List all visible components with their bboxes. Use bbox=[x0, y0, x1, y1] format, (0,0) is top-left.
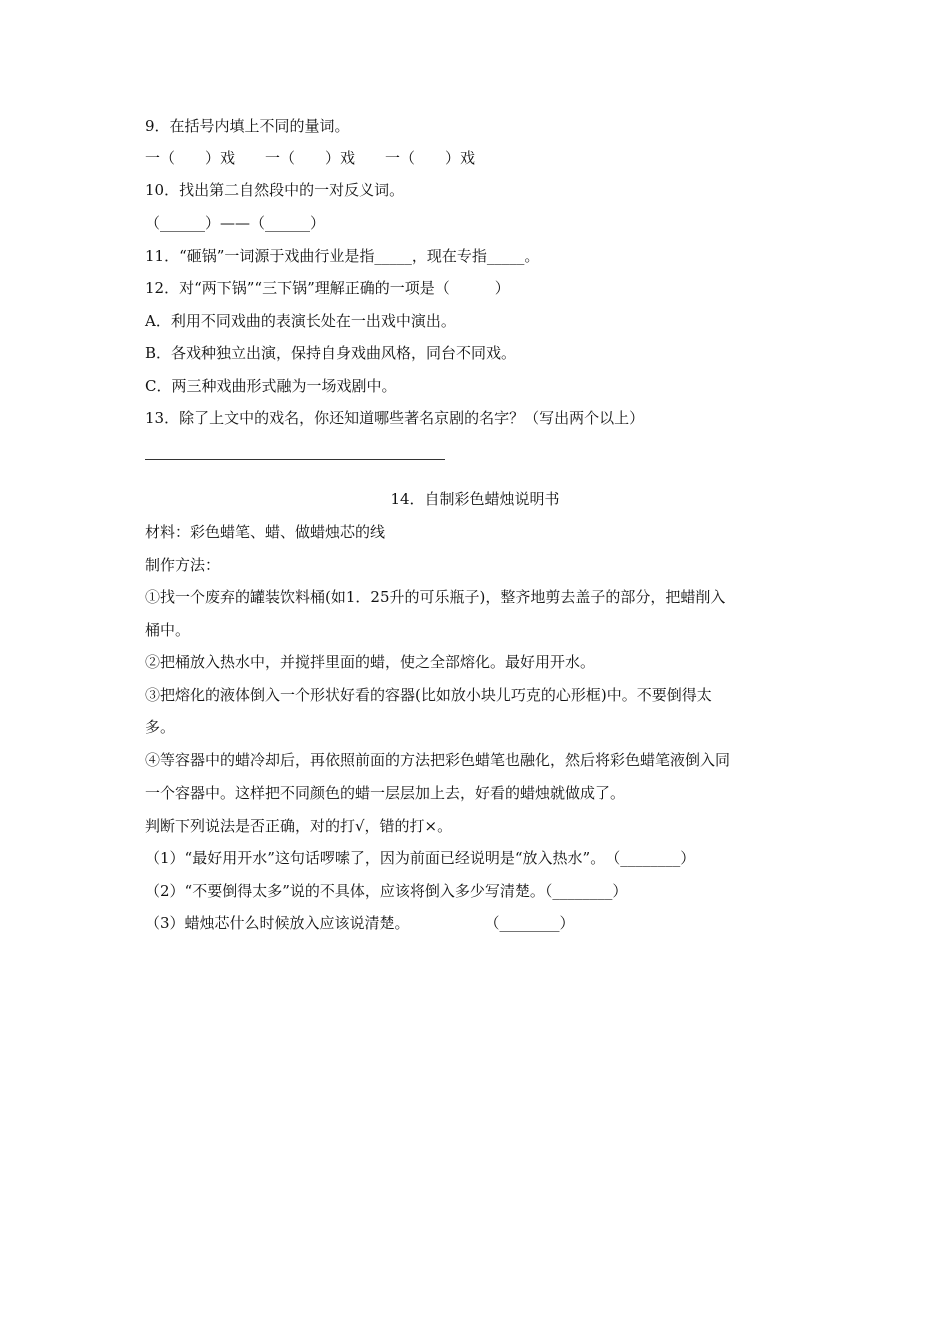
q14-title: 14．自制彩色蜡烛说明书 bbox=[390, 490, 560, 508]
q14-step-line: ①找一个废弃的罐装饮料桶(如1．25升的可乐瓶子)，整齐地剪去盖子的部分，把蜡削入 bbox=[145, 588, 726, 606]
q14-judge-prompt: 判断下列说法是否正确，对的打√，错的打×。 bbox=[145, 817, 453, 835]
q10-blanks: （______）——（______） bbox=[145, 214, 326, 232]
q13-answer-line bbox=[145, 459, 445, 460]
q12-prompt: 12．对“两下锅”“三下锅”理解正确的一项是（ ） bbox=[145, 279, 510, 297]
q12-option-b: B．各戏种独立出演，保持自身戏曲风格，同台不同戏。 bbox=[145, 344, 517, 362]
q14-method-heading: 制作方法： bbox=[145, 556, 221, 574]
q9-prompt: 9．在括号内填上不同的量词。 bbox=[145, 117, 350, 135]
q14-step-line: 一个容器中。这样把不同颜色的蜡一层层加上去，好看的蜡烛就做成了。 bbox=[145, 784, 626, 802]
q14-step-line: ③把熔化的液体倒入一个形状好看的容器(比如放小块儿巧克的心形框)中。不要倒得太 bbox=[145, 686, 712, 704]
q10-prompt: 10．找出第二自然段中的一对反义词。 bbox=[145, 181, 405, 199]
q14-judgement-3: （3）蜡烛芯什么时候放入应该说清楚。 （________） bbox=[145, 914, 575, 932]
q14-step-line: 桶中。 bbox=[145, 621, 191, 639]
q12-option-c: C．两三种戏曲形式融为一场戏剧中。 bbox=[145, 377, 397, 395]
q14-materials: 材料：彩色蜡笔、蜡、做蜡烛芯的线 bbox=[145, 523, 386, 541]
q14-step-line: ④等容器中的蜡冷却后，再依照前面的方法把彩色蜡笔也融化，然后将彩色蜡笔液倒入同 bbox=[145, 751, 731, 769]
q9-blanks: 一（ ）戏 一（ ）戏 一（ ）戏 bbox=[145, 149, 476, 167]
q14-judgement-2: （2）“不要倒得太多”说的不具体，应该将倒入多少写清楚。（________） bbox=[145, 882, 628, 900]
q12-option-a: A．利用不同戏曲的表演长处在一出戏中演出。 bbox=[145, 312, 456, 330]
q14-step-line: 多。 bbox=[145, 718, 176, 736]
q13-prompt: 13．除了上文中的戏名，你还知道哪些著名京剧的名字？（写出两个以上） bbox=[145, 409, 645, 427]
q14-judgement-1: （1）“最好用开水”这句话啰嗦了，因为前面已经说明是“放入热水”。 （________） bbox=[145, 849, 696, 867]
q11-prompt: 11．“砸锅”一词源于戏曲行业是指_____，现在专指_____。 bbox=[145, 247, 540, 265]
q14-step-line: ②把桶放入热水中，并搅拌里面的蜡，使之全部熔化。最好用开水。 bbox=[145, 653, 596, 671]
